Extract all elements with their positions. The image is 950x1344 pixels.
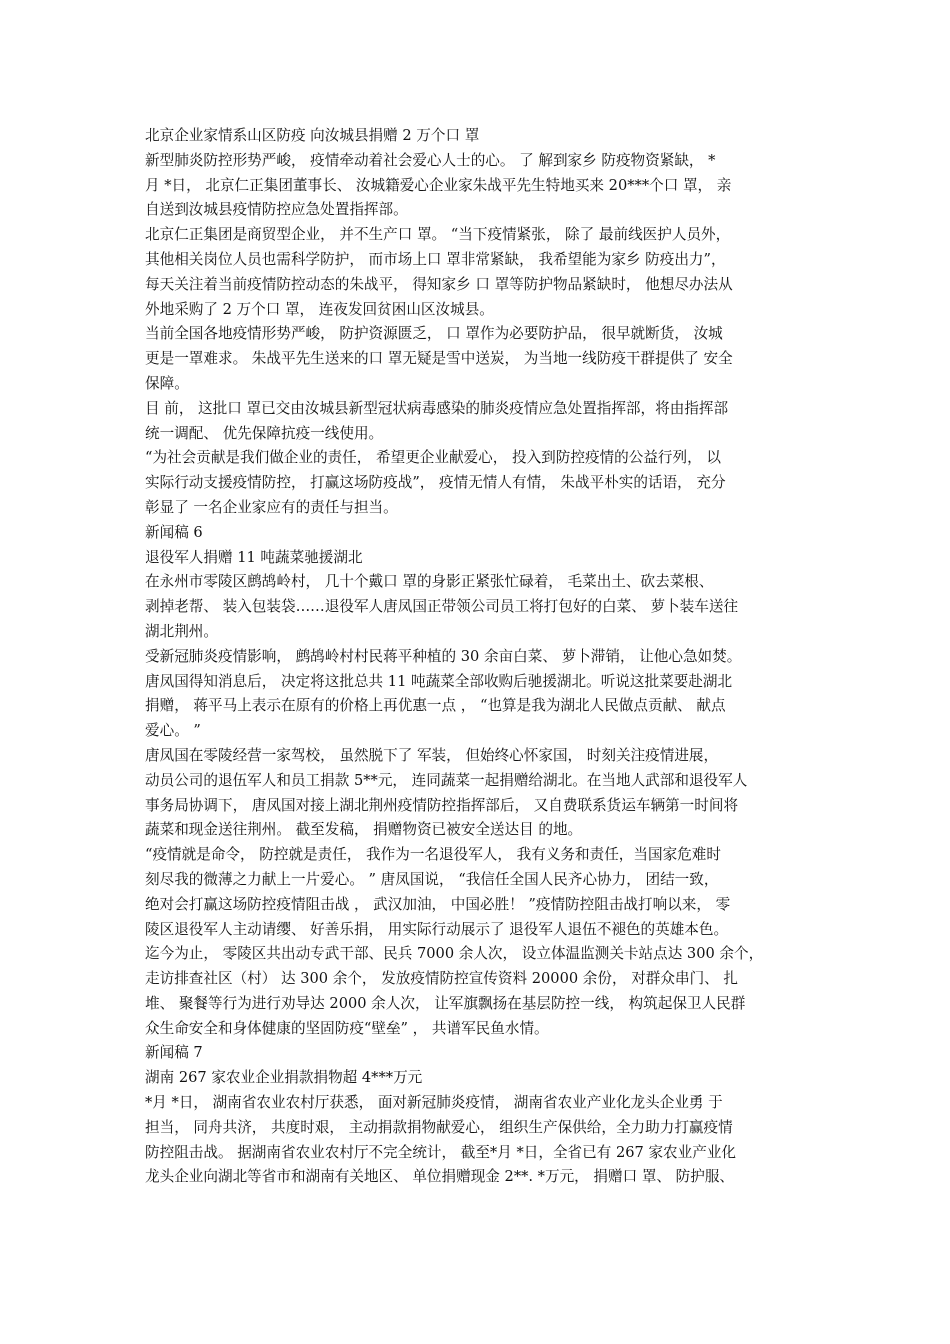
text-line: 每天关注着当前疫情防控动态的朱战平， 得知家乡 口 罩等防护物品紧缺时， 他想尽办法从 <box>145 275 733 293</box>
text-line: 彰显了 一名企业家应有的责任与担当。 <box>145 498 398 516</box>
text-line: 新闻稿 7 <box>145 1044 203 1062</box>
text-line: 绝对会打赢这场防控疫情阻击战 ， 武汉加油， 中国必胜！ ”疫情防控阻击战打响以来， 零 <box>145 895 731 913</box>
text-line: “疫情就是命令， 防控就是责任， 我作为一名退役军人， 我有义务和责任，当国家危难时 <box>145 846 721 864</box>
document-body <box>145 124 815 1190</box>
text-line: 刻尽我的微薄之力献上一片爱心。 ” 唐凤国说， “我信任全国人民齐心协力， 团结一致， <box>145 870 719 888</box>
text-line: 其他相关岗位人员也需科学防护， 而市场上口 罩非常紧缺， 我希望能为家乡 防疫出力”， <box>145 250 726 268</box>
text-line: “为社会贡献是我们做企业的责任， 希望更企业献爱心， 投入到防控疫情的公益行列， 以 <box>145 449 721 467</box>
text-line: 更是一罩难求。 朱战平先生送来的口 罩无疑是雪中送炭， 为当地一线防疫干群提供了 安全 <box>145 350 733 368</box>
text-line: 堆、 聚餐等行为进行劝导达 2000 余人次， 让军旗飘扬在基层防控一线， 构筑起保卫人民群 <box>145 994 746 1012</box>
text-line: 湖南 267 家农业企业捐款捐物超 4***万元 <box>145 1069 423 1087</box>
text-line: 退役军人捐赠 11 吨蔬菜驰援湖北 <box>145 548 363 566</box>
text-line: 龙头企业向湖北等省市和湖南有关地区、 单位捐赠现金 2**. *万元， 捐赠口 罩、 防护服、 <box>145 1168 735 1186</box>
text-line: 受新冠肺炎疫情影响， 鹧鸪岭村村民蒋平种植的 30 余亩白菜、 萝卜滞销， 让他心急如焚。 <box>145 647 742 665</box>
text-line: 事务局协调下， 唐凤国对接上湖北荆州疫情防控指挥部后， 又自费联系货运车辆第一时间将 <box>145 796 739 814</box>
text-line: 目 前， 这批口 罩已交由汝城县新型冠状病毒感染的肺炎疫情应急处置指挥部，将由指挥部 <box>145 399 729 417</box>
text-line: 月 *日， 北京仁正集团董事长、 汝城籍爱心企业家朱战平先生特地买来 20***个口 罩， 亲 <box>145 176 732 194</box>
text-line: 保障。 <box>145 374 189 392</box>
text-line: 蔬菜和现金送往荆州。 截至发稿， 捐赠物资已被安全送达目 的地。 <box>145 821 583 839</box>
text-line: 自送到汝城县疫情防控应急处置指挥部。 <box>145 201 408 219</box>
text-line: 防控阻击战。 据湖南省农业农村厅不完全统计， 截至*月 *日，全省已有 267 家农业产业化 <box>145 1143 737 1161</box>
text-line: 陵区退役军人主动请缨、 好善乐捐， 用实际行动展示了 退役军人退伍不褪色的英雄本色。 <box>145 920 729 938</box>
text-line: 新型肺炎防控形势严峻， 疫情牵动着社会爱心人士的心。 了 解到家乡 防疫物资紧缺， * <box>145 151 716 169</box>
text-line: 新闻稿 6 <box>145 523 203 541</box>
text-line: 统一调配、 优先保障抗疫一线使用。 <box>145 424 384 442</box>
text-line: 捐赠， 蒋平马上表示在原有的价格上再优惠一点 ， “也算是我为湖北人民做点贡献、 献点 <box>145 697 726 715</box>
text-line: 北京仁正集团是商贸型企业， 并不生产口 罩。 “当下疫情紧张， 除了 最前线医护人员外， <box>145 226 731 244</box>
text-line: 担当， 同舟共济， 共度时艰， 主动捐款捐物献爱心， 组织生产保供给，全力助力打赢疫情 <box>145 1118 733 1136</box>
text-line: 迄今为止， 零陵区共出动专武干部、民兵 7000 余人次， 设立体温监测关卡站点达 300 余个， <box>145 945 764 963</box>
text-line: 走访排查社区（村） 达 300 余个， 发放疫情防控宣传资料 20000 余份， 对群众串门、 扎 <box>145 970 738 988</box>
text-line: 众生命安全和身体健康的坚固防疫“壁垒” ， 共谱军民鱼水情。 <box>145 1019 549 1037</box>
text-line: 实际行动支援疫情防控， 打赢这场防疫战”， 疫情无情人有情， 朱战平朴实的话语， 充分 <box>145 474 726 492</box>
text-line: 当前全国各地疫情形势严峻， 防护资源匮乏， 口 罩作为必要防护品， 很早就断货， 汝城 <box>145 325 723 343</box>
text-line: 唐凤国在零陵经营一家驾校， 虽然脱下了 军装， 但始终心怀家国， 时刻关注疫情进展， <box>145 746 719 764</box>
text-line: 动员公司的退伍军人和员工捐款 5**元， 连同蔬菜一起捐赠给湖北。在当地人武部和退役军人 <box>145 771 748 789</box>
text-line: 在永州市零陵区鹧鸪岭村， 几十个戴口 罩的身影正紧张忙碌着， 毛菜出土、砍去菜根、 <box>145 573 714 591</box>
text-line: *月 *日， 湖南省农业农村厅获悉， 面对新冠肺炎疫情， 湖南省农业产业化龙头企业勇 于 <box>145 1094 723 1112</box>
text-line: 外地采购了 2 万个口 罩， 连夜发回贫困山区汝城县。 <box>145 300 494 318</box>
text-line: 唐凤国得知消息后， 决定将这批总共 11 吨蔬菜全部收购后驰援湖北。听说这批菜要赴湖北 <box>145 672 733 690</box>
text-line: 湖北荆州。 <box>145 622 218 640</box>
text-line: 爱心。 ” <box>145 722 201 740</box>
text-line: 北京企业家情系山区防疫 向汝城县捐赠 2 万个口 罩 <box>145 127 480 144</box>
text-line: 剥掉老帮、 装入包装袋……退役军人唐凤国正带领公司员工将打包好的白菜、 萝卜装车送往 <box>145 598 739 616</box>
